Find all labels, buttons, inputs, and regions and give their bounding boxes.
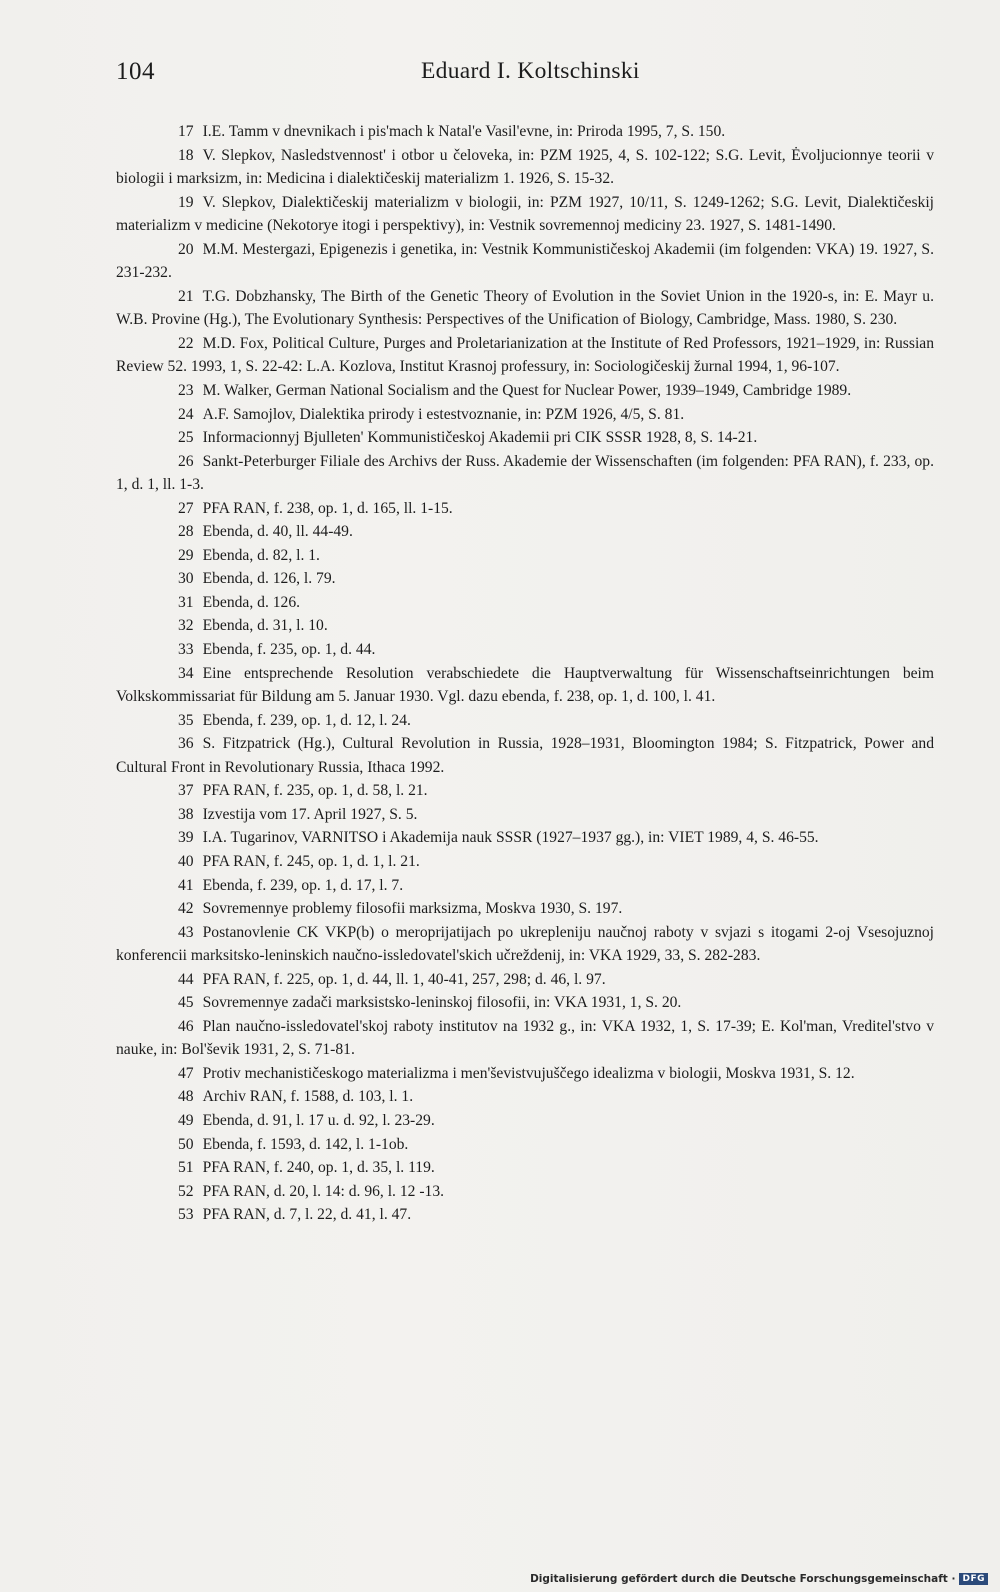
endnote-number: 22 <box>178 334 194 352</box>
endnote-number: 51 <box>178 1159 194 1177</box>
endnote-number: 34 <box>178 664 194 682</box>
endnote-text: PFA RAN, f. 235, op. 1, d. 58, l. 21. <box>202 782 428 800</box>
endnote-text: Sankt-Peterburger Filiale des Archivs der Russ. Akademie der Wissenschaften (im folgenden: PFA RAN), f. 233, op. 1, d. 1, ll. 1-3. <box>116 452 934 494</box>
endnote <box>116 1180 934 1204</box>
endnote-number: 42 <box>178 900 194 918</box>
endnote-text: V. Slepkov, Dialektičeskij materializm v biologii, in: PZM 1927, 10/11, S. 1249-1262; S.G. Levit, Dialektičeskij materializm v medicine (Nekotorye itogi i perspektivy), in: Vestnik sovremennoj mediciny 23. 1927, S. 1481-1490. <box>116 193 934 235</box>
endnote-text: I.A. Tugarinov, VARNITSO i Akademija nauk SSSR (1927–1937 gg.), in: VIET 1989, 4, S. 46-55. <box>202 829 819 847</box>
endnote-number: 49 <box>178 1111 194 1129</box>
endnote <box>116 1133 934 1157</box>
endnote <box>116 1109 934 1133</box>
endnote-number: 32 <box>178 617 194 635</box>
endnote-number: 31 <box>178 593 194 611</box>
endnote-number: 35 <box>178 711 194 729</box>
endnote <box>116 614 934 638</box>
endnote-number: 30 <box>178 570 194 588</box>
endnote <box>116 450 934 497</box>
endnote <box>116 826 934 850</box>
endnote-text: Sovremennye zadači marksistsko-leninskoj filosofii, in: VKA 1931, 1, S. 20. <box>202 994 682 1012</box>
endnote <box>116 379 934 403</box>
endnote-number: 41 <box>178 876 194 894</box>
endnote <box>116 567 934 591</box>
endnote-text: Informacionnyj Bjulleten' Kommunističeskoj Akademii pri CIK SSSR 1928, 8, S. 14-21. <box>202 429 758 447</box>
endnote-text: Ebenda, f. 1593, d. 142, l. 1-1ob. <box>202 1135 409 1153</box>
endnote-number: 45 <box>178 994 194 1012</box>
endnote <box>116 1062 934 1086</box>
credit-text: Digitalisierung gefördert durch die Deutsche Forschungsgemeinschaft · <box>530 1573 956 1585</box>
endnote <box>116 403 934 427</box>
endnote <box>116 332 934 379</box>
endnote-number: 37 <box>178 782 194 800</box>
endnote-number: 27 <box>178 499 194 517</box>
endnote-text: Postanovlenie CK VKP(b) o meroprijatijach po ukrepleniju naučnoj raboty v svjazi s itogami 2-oj Vsesojuznoj konferencii marksitsko-leninskich naučno-issledovatel'skich učreždenij, in: VKA 1929, 33, S. 282-283. <box>116 923 934 965</box>
endnote <box>116 897 934 921</box>
endnote <box>116 1203 934 1227</box>
endnote <box>116 120 934 144</box>
endnote <box>116 850 934 874</box>
endnote-text: PFA RAN, f. 238, op. 1, d. 165, ll. 1-15. <box>202 499 453 517</box>
endnote-text: Ebenda, d. 82, l. 1. <box>202 546 320 564</box>
endnote <box>116 803 934 827</box>
endnote <box>116 991 934 1015</box>
endnote-text: PFA RAN, f. 245, op. 1, d. 1, l. 21. <box>202 852 420 870</box>
endnote-text: Izvestija vom 17. April 1927, S. 5. <box>202 805 418 823</box>
endnotes-list <box>116 120 934 1227</box>
endnote-number: 29 <box>178 546 194 564</box>
endnote-text: M. Walker, German National Socialism and the Quest for Nuclear Power, 1939–1949, Cambridge 1989. <box>202 382 852 400</box>
endnote-number: 19 <box>178 193 194 211</box>
endnote-number: 24 <box>178 405 194 423</box>
endnote-text: Sovremennye problemy filosofii marksizma, Moskva 1930, S. 197. <box>202 900 623 918</box>
endnote-text: PFA RAN, f. 240, op. 1, d. 35, l. 119. <box>202 1159 435 1177</box>
endnote <box>116 1156 934 1180</box>
endnote <box>116 779 934 803</box>
endnote-text: Archiv RAN, f. 1588, d. 103, l. 1. <box>202 1088 414 1106</box>
endnote-number: 47 <box>178 1064 194 1082</box>
endnote-text: M.D. Fox, Political Culture, Purges and Proletarianization at the Institute of Red Professors, 1921–1929, in: Russian Review 52. 1993, 1, S. 22-42: L.A. Kozlova, Institut Krasnoj professury, in: Sociologičeskij žurnal 1994, 1, 96-107. <box>116 334 934 376</box>
endnote-number: 43 <box>178 923 194 941</box>
endnote <box>116 732 934 779</box>
endnote-text: A.F. Samojlov, Dialektika prirody i estestvoznanie, in: PZM 1926, 4/5, S. 81. <box>202 405 685 423</box>
endnote-text: Ebenda, d. 91, l. 17 u. d. 92, l. 23-29. <box>202 1111 435 1129</box>
endnote-text: Ebenda, d. 31, l. 10. <box>202 617 328 635</box>
endnote <box>116 520 934 544</box>
endnote-text: Plan naučno-issledovatel'skoj raboty institutov na 1932 g., in: VKA 1932, 1, S. 17-39; E. Kol'man, Vreditel'stvo v nauke, in: Bol'ševik 1931, 2, S. 71-81. <box>116 1017 934 1059</box>
page-number: 104 <box>116 58 155 85</box>
endnote-text: Protiv mechanističeskogo materializma i men'ševistvujuščego idealizma v biologii, Moskva 1931, S. 12. <box>202 1064 855 1082</box>
endnote-number: 17 <box>178 123 194 140</box>
endnote-number: 36 <box>178 735 194 753</box>
endnote-number: 52 <box>178 1182 194 1200</box>
endnote-text: PFA RAN, f. 225, op. 1, d. 44, ll. 1, 40-41, 257, 298; d. 46, l. 97. <box>202 970 606 988</box>
endnote-text: Ebenda, f. 239, op. 1, d. 17, l. 7. <box>202 876 404 894</box>
endnote <box>116 544 934 568</box>
endnote <box>116 662 934 709</box>
endnote-number: 21 <box>178 287 194 305</box>
endnote-text: Ebenda, d. 126, l. 79. <box>202 570 336 588</box>
endnote-number: 50 <box>178 1135 194 1153</box>
endnote-text: T.G. Dobzhansky, The Birth of the Genetic Theory of Evolution in the Soviet Union in the 1920-s, in: E. Mayr u. W.B. Provine (Hg.), The Evolutionary Synthesis: Perspectives of the Unification of Biology, Cambridge, Mass. 1980, S. 230. <box>116 287 934 329</box>
endnote-number: 18 <box>178 146 194 164</box>
endnote-text: Eine entsprechende Resolution verabschiedete die Hauptverwaltung für Wissenschaftseinrichtungen beim Volkskommissariat für Bildung am 5. Januar 1930. Vgl. dazu ebenda, f. 238, op. 1, d. 100, l. 41. <box>116 664 934 706</box>
endnote <box>116 1015 934 1062</box>
endnote <box>116 285 934 332</box>
endnote <box>116 238 934 285</box>
endnote-number: 46 <box>178 1017 194 1035</box>
endnote-number: 26 <box>178 452 194 470</box>
endnote <box>116 426 934 450</box>
endnote <box>116 144 934 191</box>
endnote-text: Ebenda, d. 126. <box>202 593 301 611</box>
endnote-text: M.M. Mestergazi, Epigenezis i genetika, in: Vestnik Kommunističeskoj Akademii (im folgenden: VKA) 19. 1927, S. 231-232. <box>116 240 934 282</box>
endnote <box>116 874 934 898</box>
endnote <box>116 591 934 615</box>
endnote-text: Ebenda, f. 239, op. 1, d. 12, l. 24. <box>202 711 411 729</box>
endnote-number: 38 <box>178 805 194 823</box>
endnote <box>116 497 934 521</box>
endnote <box>116 191 934 238</box>
endnote-number: 23 <box>178 382 194 400</box>
endnote-number: 33 <box>178 641 194 659</box>
endnote-number: 39 <box>178 829 194 847</box>
endnote <box>116 968 934 992</box>
endnote <box>116 638 934 662</box>
endnote-text: PFA RAN, d. 20, l. 14: d. 96, l. 12 -13. <box>202 1182 445 1200</box>
endnote <box>116 709 934 733</box>
endnote-text: I.E. Tamm v dnevnikach i pis'mach k Natal'e Vasil'evne, in: Priroda 1995, 7, S. 150. <box>202 123 726 140</box>
endnote-number: 44 <box>178 970 194 988</box>
endnote <box>116 921 934 968</box>
endnote-text: PFA RAN, d. 7, l. 22, d. 41, l. 47. <box>202 1206 412 1224</box>
endnote-text: V. Slepkov, Nasledstvennost' i otbor u čeloveka, in: PZM 1925, 4, S. 102-122; S.G. Levit, Ėvoljucionnye teorii v biologii i marksizm, in: Medicina i dialektičeskij materializm 1. 1926, S. 15-32. <box>116 146 934 188</box>
running-head: Eduard I. Koltschinski <box>421 58 640 84</box>
endnote-number: 28 <box>178 523 194 541</box>
endnote-number: 20 <box>178 240 194 258</box>
endnote-number: 48 <box>178 1088 194 1106</box>
digitization-credit <box>530 1573 988 1585</box>
endnote-text: Ebenda, f. 235, op. 1, d. 44. <box>202 641 376 659</box>
endnote-number: 53 <box>178 1206 194 1224</box>
dfg-logo: DFG <box>959 1573 988 1585</box>
endnote-number: 25 <box>178 429 194 447</box>
endnote-text: S. Fitzpatrick (Hg.), Cultural Revolution in Russia, 1928–1931, Bloomington 1984; S. Fitzpatrick, Power and Cultural Front in Revolutionary Russia, Ithaca 1992. <box>116 735 934 776</box>
endnote-text: Ebenda, d. 40, ll. 44-49. <box>202 523 353 541</box>
endnote-number: 40 <box>178 852 194 870</box>
endnote <box>116 1085 934 1109</box>
page-header <box>116 58 936 98</box>
